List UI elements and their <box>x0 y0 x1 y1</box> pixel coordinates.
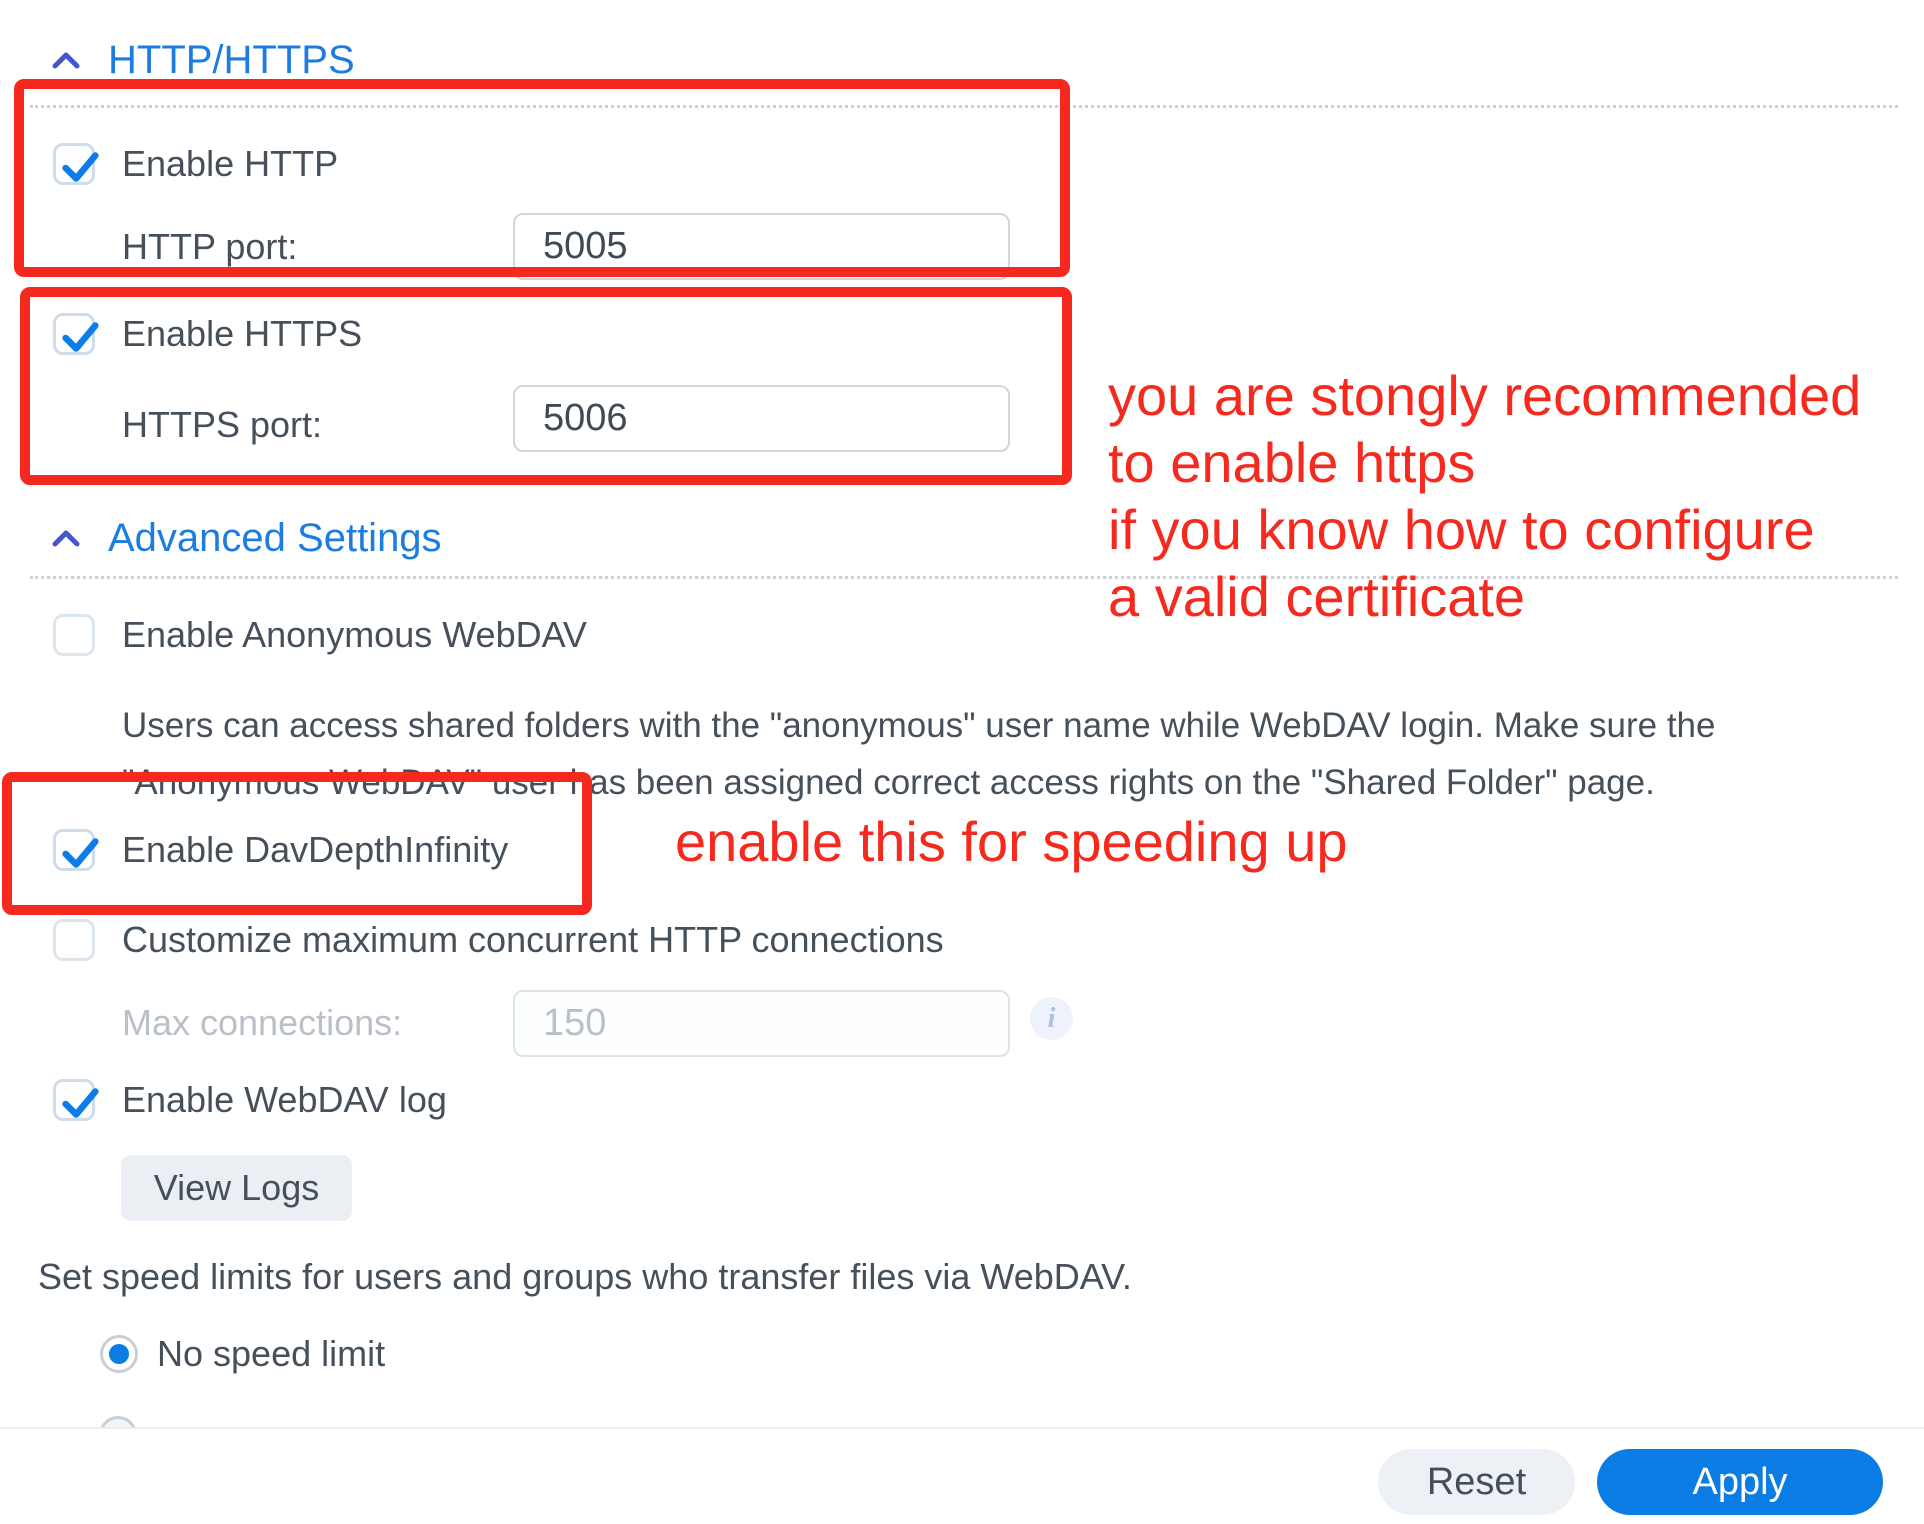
section-header-advanced[interactable] <box>50 516 442 561</box>
reset-button[interactable]: Reset <box>1378 1449 1575 1515</box>
enable-http-checkbox[interactable] <box>53 143 95 185</box>
checkmark-icon <box>57 830 103 876</box>
annotation-line: if you know how to configure <box>1108 498 1815 561</box>
section-title: Advanced Settings <box>108 516 442 560</box>
enable-webdav-log-label: Enable WebDAV log <box>122 1079 447 1120</box>
chevron-up-icon <box>50 50 82 72</box>
footer-bar <box>0 1427 1924 1524</box>
max-connections-input <box>513 990 1010 1057</box>
annotation-text-davdepth: enable this for speeding up <box>675 810 1348 873</box>
anonymous-description-line2: "Anonymous WebDAV" user has been assigned correct access rights on the "Shared Folder" page. <box>122 763 1655 802</box>
no-speed-limit-label: No speed limit <box>157 1333 386 1374</box>
section-header-http-https[interactable] <box>50 38 355 83</box>
annotation-text-https <box>1108 362 1861 630</box>
max-connections-label: Max connections: <box>122 1002 403 1043</box>
enable-webdav-log-row <box>53 1079 447 1121</box>
customize-connections-label: Customize maximum concurrent HTTP connections <box>122 919 944 960</box>
http-port-label: HTTP port: <box>122 226 298 267</box>
section-title: HTTP/HTTPS <box>108 38 355 82</box>
enable-https-checkbox[interactable] <box>53 313 95 355</box>
https-port-input[interactable] <box>513 385 1010 452</box>
radio-dot <box>109 1344 129 1364</box>
enable-http-label: Enable HTTP <box>122 143 339 184</box>
apply-button[interactable]: Apply <box>1597 1449 1883 1515</box>
enable-davdepth-checkbox[interactable] <box>53 829 95 871</box>
enable-anonymous-row <box>53 614 587 656</box>
chevron-up-icon <box>50 528 82 550</box>
enable-https-row <box>53 313 362 355</box>
anonymous-description-line1: Users can access shared folders with the "anonymous" user name while WebDAV login. Make sure the <box>122 706 1716 745</box>
checkmark-icon <box>57 1080 103 1126</box>
http-port-input[interactable] <box>513 213 1010 280</box>
annotation-line: a valid certificate <box>1108 565 1526 628</box>
customize-connections-row <box>53 919 944 961</box>
enable-webdav-log-checkbox[interactable] <box>53 1079 95 1121</box>
checkmark-icon <box>57 144 103 190</box>
enable-https-label: Enable HTTPS <box>122 313 363 354</box>
enable-http-row <box>53 143 338 185</box>
no-speed-limit-radio-row[interactable] <box>100 1333 385 1375</box>
radio-icon[interactable] <box>100 1335 138 1373</box>
speed-limit-intro: Set speed limits for users and groups who transfer files via WebDAV. <box>38 1256 1132 1297</box>
customize-connections-checkbox[interactable] <box>53 919 95 961</box>
https-port-label: HTTPS port: <box>122 404 323 445</box>
info-icon-glyph: i <box>1047 1002 1056 1034</box>
checkmark-icon <box>57 314 103 360</box>
enable-davdepth-row <box>53 829 508 871</box>
anonymous-description <box>122 697 1715 811</box>
info-icon[interactable] <box>1030 997 1073 1040</box>
annotation-line: to enable https <box>1108 431 1476 494</box>
annotation-line: you are stongly recommended <box>1108 364 1862 427</box>
section-divider <box>30 105 1898 108</box>
enable-anonymous-label: Enable Anonymous WebDAV <box>122 614 587 655</box>
enable-davdepth-label: Enable DavDepthInfinity <box>122 829 509 870</box>
view-logs-button[interactable]: View Logs <box>121 1155 352 1221</box>
section-divider <box>30 576 1898 579</box>
enable-anonymous-checkbox[interactable] <box>53 614 95 656</box>
